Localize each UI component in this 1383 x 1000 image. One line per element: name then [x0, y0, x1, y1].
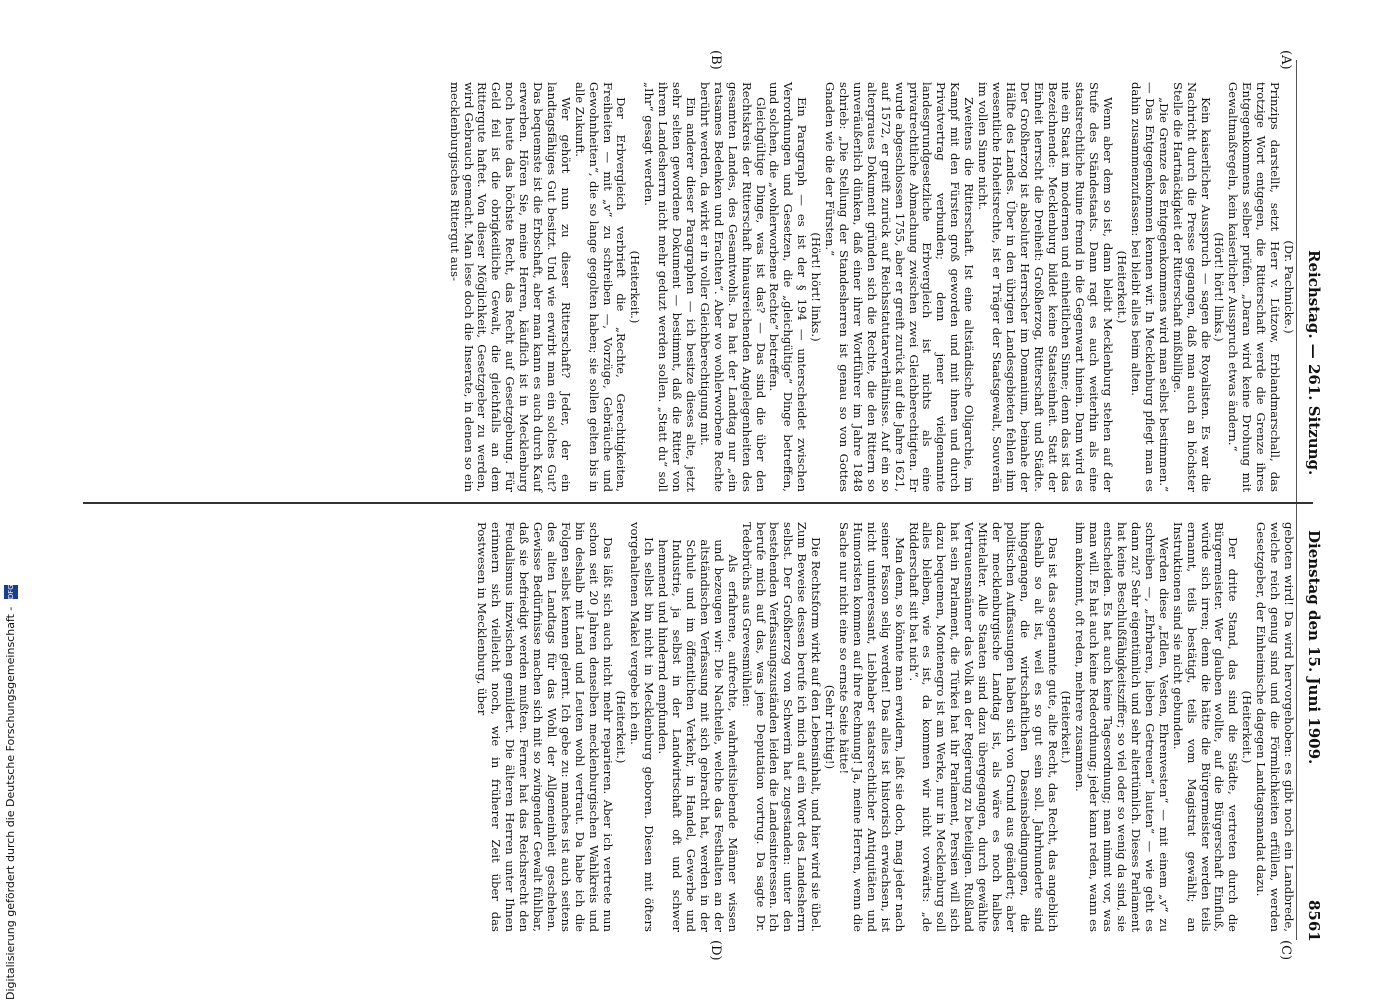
paragraph: „Die Grenze des Entgegenkommens wird man selbst bestimmen.“ — Das Entgegenkommen kennen wir. In Mecklenburg pflegt man es dahin zusammenzufassen: bei bleibt alles beim alten.	[1129, 82, 1171, 492]
paragraph: Zweitens die Ritterschaft. Ist eine altständische Oligarchie, im Kampf mit den Fürsten groß geworden und mit ihnen und durch Privatvertrag verbunden; denn jener vielgenannte landesgrundgesetzliche Erbvergleich ist nichts als eine privatrechtliche Abmachung zwischen zwei Gleichberechtigten. Er wurde abgeschlossen 1755, aber er greift zurück auf die Jahre 1621, auf 1572, er greift zurück auf Reichsstatutarverhältnisse. Auf ein so altergraues Dokument gründen sich die Rechte, die den Rittern so unveräußerlich dünken, daß einer ihrer Wortführer im Jahre 1848 schrieb: „Die Stellung der Standesherren ist genau so von Gottes Gnaden wie die der Fürsten.“	[823, 82, 977, 492]
interjection: (Hört! hört! links.)	[1212, 232, 1227, 342]
paragraph: Man denn, so könnte man erwidern, laßt sie doch, mag jeder nach seiner Fasson selig werden! Das alles ist historisch erwachsen, ist nicht uninteressant, Liebhaber staatsrechtlicher Antiquitäten und Humoristen kommen auf ihre Rechnung! Ja, meine Herren, wenn die Sache nur nicht eine so ernste Seite hätte!	[837, 522, 907, 932]
header-left	[1299, 80, 1323, 480]
right-page-title: Dienstag den 15. Juni 1909.	[1305, 530, 1323, 765]
paragraph: Prinzips darstellt, setzt Herr v. Lützow, Erblandmarschall, das trotzige Wort entgegen, die Ritterschaft werde die Grenze ihres Entgegenkommens selber prüfen. „Daran wird keine Drohung mit Gewaltmaßregeln, kein kaiserlicher Ausspruch etwas ändern.“	[1226, 82, 1283, 492]
interjection: (Sehr richtig!)	[823, 684, 838, 770]
left-page-title: Reichstag. — 261. Sitzung.	[1305, 250, 1323, 476]
column-divider	[83, 502, 1313, 504]
right-text-column	[475, 522, 1295, 932]
interjection: (Heiterkeit.)	[1115, 250, 1130, 324]
paragraph: Kein kaiserlicher Ausspruch — sagen die Royalisten. Es war die Nachricht durch die Presse gegangen, daß man auch an höchster Stelle die Hartnäckigkeit der Ritterschaft mißbillige.	[1170, 82, 1213, 492]
paragraph: Ich selbst bin nicht in Mecklenburg geboren. Diesen mit öfters vorgehaltenen Makel vergebe ich ein.	[628, 522, 657, 932]
margin-marker-d: (D)	[708, 940, 723, 961]
paragraph: Der dritte Stand, das sind die Städte, vertreten durch die Bürgermeister. Wer glauben wollte, auf die Bürgerschaft Einfluß, würde sich irren; denn die hätte die Bürgermeister werden teils ernannt, teils bestätigt, teils vom Magistrat gewählt; an Instruktionen sind sie nicht gebunden.	[1170, 522, 1241, 932]
header-right	[1299, 520, 1323, 942]
paragraph: Werden diese „Edlen, Vesten, Ehrenvesten“ — mit einem „v“ zu schreiben —, „Ehrbaren, lieben Getreuen“ lauten“ — wie geht es dann zu? Sehr eigentümlich und sehr altertümlich. Dieses Parlament hat keine Beschlußfähigkeitsziffer; so viel oder so wenig da sind, sie entscheiden. Es hat auch keine Tagesordnung; man nimmt vor, was man will. Es hat auch keine Redeordnung; jeder kann reden, wann es ihm ankommt, oft reden, mehrere zusammen.	[1073, 522, 1171, 932]
interjection: (Hört! hört! links.)	[809, 232, 824, 342]
quotation: Als erfahrene, aufrechte, wahrheitsliebende Männer wissen und bezeugen wir: Die Nachteile, welche das Festhalten an der altständischen Verfassung mit sich gebracht hat, werden in der Schule und im öffentlichen Verkehr, in Handel, Gewerbe und Industrie, ja selbst in der Landwirtschaft oft und schwer hemmend und hindernd empfunden.	[656, 539, 740, 932]
margin-marker-c: (C)	[1278, 940, 1293, 961]
paragraph: Ein anderer dieser Paragraphen — ich besitze dieses alte, jetzt sehr selten gewordene Dokument — bestimmt, daß die Ritter von ihrem Landesherrn nicht mehr geduzt werden sollen. „Statt du“ soll „Ihr“ gesagt werden.	[642, 82, 699, 492]
left-text-column	[447, 82, 1295, 492]
page-number: 8561	[1305, 900, 1323, 942]
speaker-label: (Dr. Pachnicke.)	[1282, 240, 1296, 334]
paragraph: Das ist das sogenannte gute, alte Recht, das Recht, das angeblich deshalb so alt ist, weil es so gut sein soll. Jahrhunderte sind hingegangen, die wirtschaftlichen Daseinsbedingungen, die politischen Auffassungen haben sich von Grund aus geändert; aber der mecklenburgische Landtag ist, als wäre es noch halbes Mittelalter. Alle Staaten sind dazu übergegangen, durch gewählte Vertrauensmänner das Volk an der Regierung zu beteiligen. Rußland hat sein Parlament, die Türkei hat ihr Parlament, Persien will sich dazu bequemen, Montenegro ist am Werke, nur in Mecklenburg soll alles bleiben, wie es ist, da kommen wir nicht vorwärts: „de Ridderschaft sitt bat nich“.	[906, 522, 1060, 932]
paragraph: Wenn aber dem so ist, dann bleibt Mecklenburg stehen auf der Stufe des Ständestaats. Dann ragt es auch weiterhin als eine staatsrechtliche Ruine fremd in die Gegenwart hinein. Dann wird es nie ein Staat im modernen und einheitlichen Sinne; denn das ist das Bezeichnende: Mecklenburg bildet keine Staatseinheit. Statt der Einheit herrscht die Dreiheit: Großherzog, Ritterschaft und Städte. Der Großherzog ist absoluter Herrscher im Domanium, beinahe der Hälfte des Landes. Über in den übrigen Landesgebieten fehlen ihm wesentliche Hoheitsrechte, ist er Träger der Staatsgewalt, Souverän im vollen Sinne nicht.	[976, 82, 1116, 492]
paragraph: Ein Paragraph — es ist der § 194 — unterscheidet zwischen Verordnungen und Gesetzen, die „gleichgültige“ Dinge betreffen, und solchen, die „wohlerworbene Rechte“ betreffen.	[767, 82, 810, 492]
digitization-footer	[4, 0, 28, 1000]
paragraph: Das läßt sich auch nicht mehr reparieren. Aber ich vertrete nun schon seit 20 Jahren denselben mecklenburgischen Wahlkreis und bin deshalb mit Land und Leuten wohl vertraut. Da habe ich die Folgen selbst kennen gelernt. Ich gebe zu: manches ist auch seitens des alten Landtags für das Wohl der Allgemeinheit geschehen. Gewisse Bedürfnisse machen sich mit so zwingender Gewalt fühlbar, daß sie befriedigt werden mußten. Ferner hat das Reichsrecht den Feudalismus inzwischen gemildert. Die älteren Herren unter Ihnen erinnern sich vielleicht noch, wie in früherer Zeit über das Postwesen in Mecklenburg, über	[475, 522, 615, 932]
paragraph: Gleichgültige Dinge, was ist das? — Das sind die über den Rechtskreis der Ritterschaft hinausreichenden Angelegenheiten des gesamten Landes, des Gesamtwohls. Da hat der Landtag nur „ein ratsames Bedenken und Erachten“. Aber wo wohlerworbene Rechte berührt werden, da wirkt er in voller Gleichberechtigung mit.	[697, 82, 768, 492]
interjection: (Heiterkeit.)	[1059, 690, 1074, 764]
margin-marker-b: (B)	[708, 50, 723, 70]
interjection: (Heiterkeit.)	[1240, 690, 1255, 764]
paragraph: geboten wird! Da wird hervorgehoben: es gibt noch ein Landbrede, welche reich genug sind und die Förmlichkeiten erfüllen, werden Gesetzgeber, der Einheimische dagegen Landtagsmandat dazu.	[1254, 522, 1296, 932]
interjection: (Heiterkeit.)	[628, 250, 643, 324]
margin-marker-a: (A)	[1278, 50, 1293, 70]
paragraph: Wer gehört nun zu dieser Ritterschaft? Jeder, der ein landtagsfähiges Gut besitzt. Und wie erwirbt man ein solches Gut? Das bequemste ist die Erbschaft, aber man kann es auch durch Kauf erwerben. Hören Sie, meine Herren, käuflich ist in Mecklenburg noch heute das höchste Recht, das Recht auf Gesetzgebung. Für Geld feil ist die obrigkeitliche Gewalt, die gleichfalls an dem Rittergute haftet. Von dieser Möglichkeit, Gesetzgeber zu werden, wird Gebrauch gemacht. Man lese doch die Inserate, in denen so ein mecklenburgisches Rittergut aus-	[447, 82, 573, 492]
footer-text: Digitalisierung gefördert durch die Deutsche Forschungsgemeinschaft -	[4, 606, 17, 1000]
dfg-logo: DFG	[4, 585, 18, 599]
paragraph: Die Rechtsform wirkt auf den Lebensinhalt, und hier wird sie übel. Zum Beweise dessen berufe ich mich auf ein Wort des Landesherrn selbst. Der Großherzog von Schwerin hat zugestanden: unter den bestehenden Verfassungszuständen leiden die Landesinteressen. Ich berufe mich auf das, was jene Deputation vortrug. Da sagte Dr. Tedebrüchs aus Grevesmühlen:	[739, 522, 824, 932]
header-rule	[1296, 60, 1297, 940]
paragraph: Der Erbvergleich verbrieft die „Rechte, Gerechtigkeiten, Freiheiten — mit „v“ zu schreiben —, Vorzüge, Gebräuche und Gewohnheiten“, die so lange gegolten haben; sie sollen gelten bis in alle Zukunft.	[572, 82, 629, 492]
interjection: (Heiterkeit.)	[614, 690, 629, 764]
